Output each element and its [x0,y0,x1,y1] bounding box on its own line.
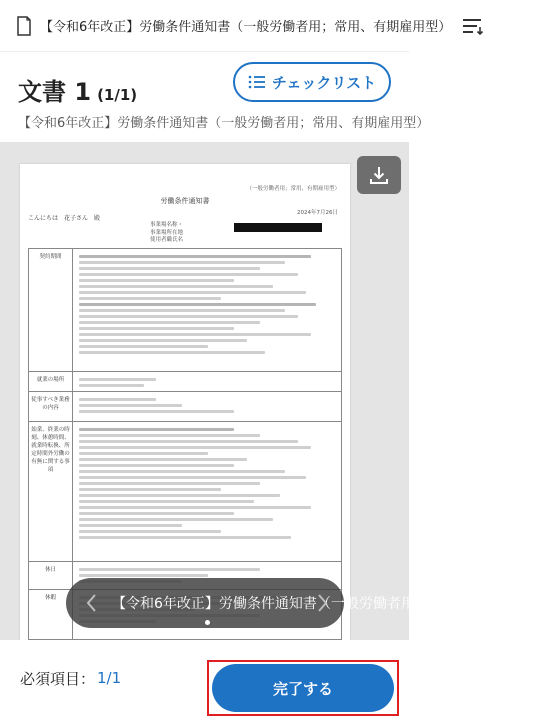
row-label: 就業の場所 [29,372,73,391]
page-type-label: （一般労働者用；常用、有期雇用型） [246,186,340,192]
page-row-hours [28,422,342,562]
document-icon [16,16,32,36]
page-greeting: こんにちは 花子さん 殿 [28,215,101,222]
page-row-contract [28,248,342,372]
document-count: (1/1) [97,86,138,104]
row-body [79,252,337,369]
chevron-left-icon[interactable] [84,592,100,614]
document-subtitle: 【令和6年改正】労働条件通知書（一般労働者用；常用、有期雇用型） [18,116,430,131]
row-body [79,375,337,389]
checklist-button[interactable] [233,62,391,102]
document-heading [18,72,137,107]
page-row-duties [28,392,342,422]
row-body [79,395,337,419]
office-line: 使用者職氏名 [150,237,184,243]
document-viewer[interactable] [0,142,555,640]
download-button[interactable] [357,156,401,194]
page-office-block [150,222,183,245]
complete-button[interactable]: 完了する [212,664,394,712]
required-label: 必須項目： [20,669,96,688]
bottom-bar [0,640,409,717]
page-indicator-dot [205,620,210,625]
page-date: 2024年7月26日 [297,210,338,216]
top-bar [0,0,452,52]
download-icon [368,164,390,186]
row-label: 契約期間 [29,249,73,371]
row-label: 休日 [29,562,73,589]
office-line: 事業場名称・ [150,222,184,228]
row-body [79,425,337,559]
chevron-right-icon[interactable] [314,592,330,614]
required-value: 1/1 [97,669,122,687]
row-label: 始業、終業の時刻、休憩時間、就業時転換、所定時間外労働の有無に関する事項 [29,422,73,561]
page-caption-pill[interactable] [66,578,555,628]
document-title: 【令和6年改正】労働条件通知書（一般労働者用；常用、有期雇用型） [40,20,452,35]
required-items [20,650,121,706]
list-icon [248,74,266,90]
document-label: 文書 1 [18,78,92,106]
redaction-bar [234,223,322,232]
document-page-preview [20,164,555,640]
row-label: 休暇 [29,590,73,639]
page-caption: 【令和6年改正】労働条件通知書（一般労働者用；常用、有期雇用型） [112,596,555,612]
checklist-label: チェックリスト [271,73,377,92]
office-line: 事業場所在地 [150,229,184,236]
page-title: 労働条件通知書 [160,197,210,205]
page-row-workplace [28,372,342,392]
document-header [0,52,409,112]
sort-list-icon[interactable] [461,16,485,36]
row-label: 従事すべき業務の内容 [29,392,73,421]
